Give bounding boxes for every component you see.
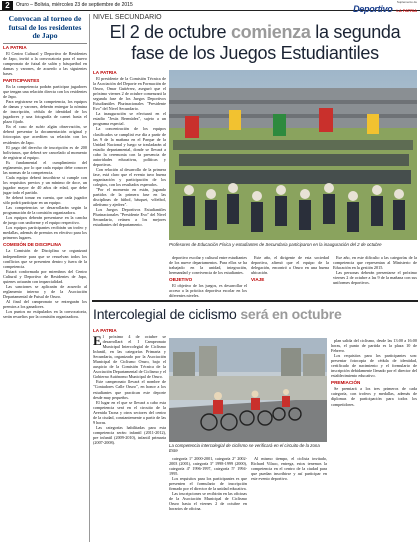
story-paragraph-text: l próximo 4 de octubre se desarrollará el I Campeonato Municipal Intercolegial de Ciclismo Infantil, en las categorías Primaria y Secundaria, organizado por la Asociación Municipal de Ciclismo Oruro, bajo el auspicio de la Comisión Técnica de la Asociación Departamental de Ciclismo y el Gobierno Autónomo Municipal de Oruro.	[93, 334, 166, 380]
headline-text: Intercolegial de ciclismo	[93, 306, 237, 322]
story-paragraph: El objetivo de los juegos, es desarrollar el acceso a la práctica deportiva escolar en los diferentes niveles.	[169, 283, 247, 299]
sidebar-paragraph: El Centro Cultural y Deportivo de Residentes de Japo, invitó a la convocatoria para el nuevo campeonato de futsal de salón y básquetbol en damas y varones, de acuerdo a las siguientes bases.	[3, 50, 87, 76]
story-paragraph: categoría 1º 2000-2001, categoría 2º 2002-2003 (2001), categoría 3º 1998-1999 (2000), categoría 4º 1996-1997, categoría 5º 1994-1995.	[169, 456, 247, 477]
story2-column-2	[169, 456, 247, 542]
story-paragraph: Ese año, en este dificulto a las categorías de la competencia que representan al Ministerio de Educación en la gestión 2015.	[333, 255, 417, 271]
story-paragraph: Los requisitos para los participantes es que presenten el formulario de inscripción firmado por el director de la unidad educativa.	[169, 476, 247, 492]
sidebar-paragraph: El pago del derecho de inscripción es de 200 bolivianos, que deberá ser cancelado al momento de registrar al equipo.	[3, 144, 87, 160]
sidebar-paragraph: Los equipos participantes recibirán un trofeo y medallas, además de premios en efectivo para los primeros lugares.	[3, 225, 87, 241]
story-paragraph: plan salida del ciclismo, desde las 13:00 a 16:00 horas, el punto de partida es la plaza 10 de Febrero.	[331, 338, 417, 354]
logo-sub: LA PATRIA	[396, 8, 417, 13]
story-paragraph: Al mismo tiempo, el ciclista invitado, Richard Vilaco, entrega, estos tenemos la competencia en el centro de la ciudad para que puedan inscribirse y así participar en este evento deportivo.	[251, 456, 327, 482]
story-paragraph: Este campeonato llevará el nombre de "Contadores Calle Oruro", en honor a los estudiantes que practican este deporte desde muy pequeños.	[93, 379, 166, 400]
sidebar-paragraph: La Comisión de Disciplina se organizará independiente para que se resuelvan todos los conflictos que se presenten dentro y fuera de la competencia.	[3, 248, 87, 269]
sidebar-paragraph: En la competencia podrán participar jugadores que tengan una relación directa con los residentes de Japo.	[3, 84, 87, 100]
story2-column-3	[251, 456, 327, 542]
sidebar-title: Convocan al torneo de futsal de los residentes de Japo	[8, 14, 82, 41]
story-paragraph: Este año, el dirigente de esta sociedad deportiva, afirmó que el equipo de la delegación, encontró a Oruro en una buena ubicación.	[251, 255, 329, 276]
sidebar-body	[3, 51, 87, 319]
section-logo	[353, 0, 417, 14]
headline-text: El 2 de octubre	[109, 22, 227, 42]
sidebar-paragraph: Se deberá tomar en cuenta, que cada jugador sólo podrá participar en un equipo.	[3, 195, 87, 206]
column-divider	[89, 14, 90, 542]
story-paragraph: Las categorías habilitadas para esta competencia serán: infantil (2011-2012), pre infantil (2009-2010), infantil primaria (2007-2008).	[93, 424, 166, 445]
story2-headline	[93, 305, 413, 323]
story1-subhead-objetivo: OBJETIVO	[169, 277, 193, 283]
sidebar-byline: LA PATRIA	[3, 43, 87, 50]
sidebar-article	[3, 14, 87, 542]
story-paragraph: Con relación al desarrollo de la primera fase, está claro que el evento tuvo buena organización y participación de los colegios, con los resultados esperados.	[93, 166, 166, 187]
sidebar-paragraph: Estará conformada por miembros del Centro Cultural y Deportivo de Residentes de Japo, quienes actuarán con imparcialidad.	[3, 268, 87, 284]
story-paragraph: Las personas deberán presentarse el próximo viernes 2 de octubre a las 9 de la mañana con sus uniformes deportivos.	[333, 270, 417, 286]
story2-column-1	[93, 328, 166, 542]
story-paragraph: Se premiará a los tres primeros de cada categoría, con trofeos y medallas, además de diplomas de participación para todos los competidores.	[331, 386, 417, 407]
sidebar-paragraph: En el caso de sufrir algún observación, se deberá presentar la documentación original y fotocopias que acrediten su relación con los residentes de Japo.	[3, 124, 87, 145]
parade-photo	[169, 70, 417, 240]
story-paragraph: Las inscripciones se recibirán en las oficinas de la Asociación Municipal de Ciclismo Oruro hasta el viernes 2 de octubre en horarios de oficina.	[169, 491, 247, 512]
sidebar-paragraph: Los equipos deberán presentarse en la cancha de juego con uniforme y el equipo respectivo.	[3, 215, 87, 226]
page-header	[0, 0, 420, 14]
dateline: Oruro – Bolivia, miércoles 23 de septiembre de 2015	[16, 2, 133, 8]
story1-photo-caption: Profesores de Educación Física y estudiantes de Secundaria participaron en la inauguración del 2 de octubre	[169, 242, 382, 247]
logo-brand: Deportivo	[353, 4, 393, 14]
section-separator	[92, 300, 418, 302]
story2-column-4	[331, 338, 417, 542]
sidebar-paragraph: Las competencias se desarrollarán según la programación de la comisión organizadora.	[3, 205, 87, 216]
story2-photo	[169, 338, 327, 442]
sidebar-paragraph: Las sanciones se aplicarán de acuerdo al reglamento interno y de la Asociación Departamental de Futsal de Oruro.	[3, 283, 87, 299]
sidebar-paragraph: Cada equipo deberá inscribirse si cumple con los requisitos previos y un mínimo de doce, un jugador mayor de 40 años de edad, que debe jugar todo el partido.	[3, 174, 87, 195]
story1-headline	[93, 22, 417, 64]
story1-column-2	[169, 255, 247, 299]
story-paragraph: "Por el momento en están, jugando partidos de la primera fase en las disciplinas de fútbol, básquet, vóleibol, atletismo y ajedrez".	[93, 187, 166, 208]
story-paragraph: El lugar en el que se llevará a cabo esta competencia será en el circuito de la Avenida Tacna y otros sectores del centro de la ciudad, constantemente a partir de las 9 horas.	[93, 399, 166, 425]
story-paragraph: Los requisitos para los participantes son: presentar fotocopia de cédula de identidad, certificado de nacimiento y el formulario de inscripción debidamente llenado por el director del establecimiento educativo.	[331, 353, 417, 379]
story2-subhead-premiacion: PREMIACIÓN	[331, 380, 361, 386]
sidebar-paragraph: Al final del campeonato se entregarán los premios a los ganadores.	[3, 298, 87, 309]
headline-text: la segunda fase de los Juegos Estudiantiles	[131, 22, 401, 63]
story2-photo-caption: La competencia intercolegial de ciclismo se verificará en el circuito de la zona Este	[169, 443, 320, 454]
dropcap: E	[93, 333, 102, 348]
story-paragraph: El presidente de la Comisión Técnica de la Asociación del Deporte en Formación de Oruro, Omar Gutiérrez, aseguró que el próximo viernes 2 de octubre comenzará la segunda fase de los Juegos Deportivos Estudiantiles Plurinacionales "Presidente Evo" del Nivel Secundario.	[93, 76, 166, 112]
story-paragraph: deportivo escolar y cultural entre estudiantes de los nueve departamentos. Para ellos se ha trabajado en la unidad, integración, hermandad y convivencia de los estudiantes.	[169, 255, 247, 276]
sidebar-paragraph: Para registrarse en la competencia, los equipos de damas y varones, deberán entregar la nómina de inscripción, cédula de identidad de los jugadores y una fotografía de carnet hasta el plazo fijado.	[3, 99, 87, 125]
story-paragraph	[93, 334, 166, 379]
story1-photo	[169, 70, 417, 240]
story1-subhead-viaje: VIAJE	[251, 277, 265, 283]
story1-column-4	[333, 255, 417, 299]
story-paragraph: Los Juegos Deportivos Estudiantiles Plurinacionales "Presidente Evo" del Nivel Secundario, reúnen a los mejores estudiantes del departamento.	[93, 207, 166, 228]
story1-byline: LA PATRIA	[93, 70, 117, 75]
story1-column-3	[251, 255, 329, 299]
page-number: 2	[2, 1, 13, 10]
logo-prefix: Suplemento de	[396, 0, 417, 4]
story-paragraph: La concentración de los equipos clasificados se cumplirá ese día a partir de las 9 de la mañana en el Parque de la Unidad Nacional y luego se trasladarán al estadio departamental, donde se llevará a cabo la ceremonia con la presencia de autoridades educativas, políticas y deportivas.	[93, 126, 166, 167]
sidebar-subhead: PARTICIPANTES	[3, 78, 40, 84]
story-paragraph: La inauguración se efectuará en el estadio "Jesús Bermúdez", sujeto a un programa especial.	[93, 111, 166, 127]
cycling-photo	[169, 338, 327, 442]
headline-highlight: será en octubre	[240, 306, 342, 322]
story1-column-1	[93, 70, 166, 298]
story1-kicker: NIVEL SECUNDARIO	[93, 14, 162, 21]
headline-highlight: comienza	[230, 22, 311, 42]
sidebar-paragraph: Los puntos no estipulados en la convocatoria, serán resueltos por la comisión organizadora.	[3, 309, 87, 320]
story2-byline: LA PATRIA	[93, 328, 117, 333]
sidebar-paragraph: Es fundamental el cumplimiento del reglamento, por lo que cada equipo debe conocer las normas de la competencia.	[3, 159, 87, 175]
sidebar-subhead: COMISIÓN DE DISCIPLINA	[3, 242, 62, 248]
